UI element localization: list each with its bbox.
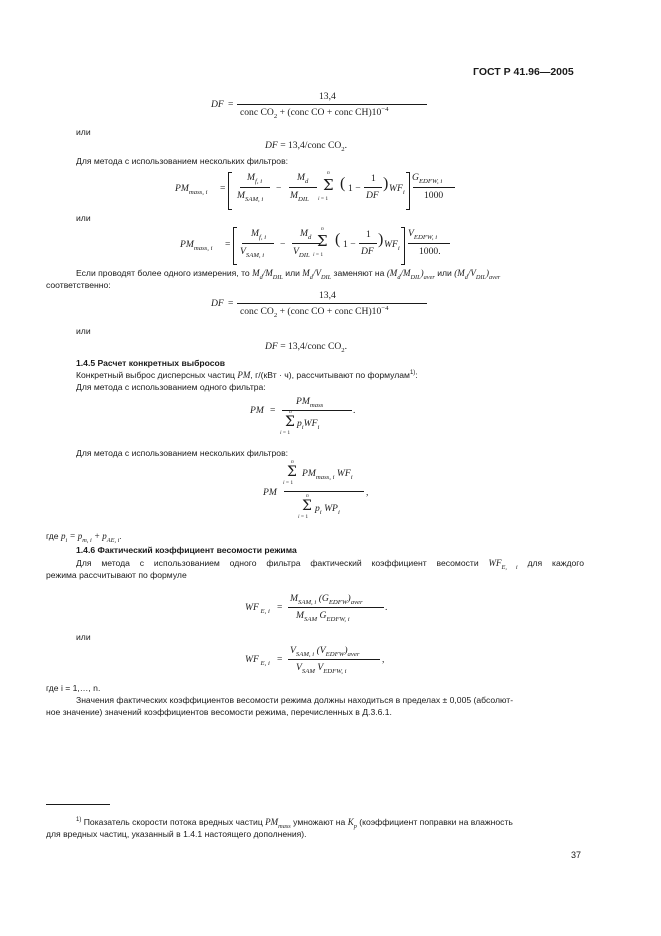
respectively-text: соответственно: (46, 280, 111, 290)
or-text-3: или (76, 326, 91, 336)
closing-paragraph-line2: ное значение) значений коэффициентов весомости режима, перечисленных в Д.3.6.1. (46, 707, 392, 717)
footnote-line2: для вредных частиц, указанный в 1.4.1 настоящего дополнения). (46, 829, 307, 839)
multi-filter-text-2: Для метода с использованием нескольких фильтров: (76, 448, 289, 458)
or-text-4: или (76, 632, 91, 642)
section-1-4-5-heading: 1.4.5 Расчет конкретных выбросов (76, 358, 226, 368)
or-text-1: или (76, 127, 91, 137)
equation-df-alt-1: DF = 13,4/conc $CO_2$. (265, 140, 348, 153)
footnote-line1: $^{1)}$ Показатель скорости потока вредных частиц $PM_{mass}$ умножают на $K_p$ (коэффициент поправки на влажность (76, 817, 513, 830)
one-filter-text: Для метода с использованием одного фильтра: (76, 382, 266, 392)
or-text-2: или (76, 213, 91, 223)
page-number: 37 (571, 850, 582, 860)
wf-paragraph-line2: режима рассчитывают по формуле (46, 570, 187, 580)
wf-paragraph-line1: Для метода с использованием одного фильтра фактический коэффициент весомости $WF_{E, i}$ для каждого (76, 558, 584, 571)
specific-emission-text: Конкретный выброс дисперсных частиц PM, г/(кВт · ч), рассчитывают по формулам$^{1)}$: (76, 370, 418, 380)
document-code: ГОСТ Р 41.96—2005 (473, 66, 574, 78)
equation-df-alt-2: DF = 13,4/conc $CO_2$. (265, 341, 348, 354)
closing-paragraph-line1: Значения фактических коэффициентов весомости режима должны находиться в пределах ± 0,005 (абсолют- (76, 695, 514, 705)
document-page: ГОСТ Р 41.96—2005 DF = 13,4 conc $CO_2$ + (conc CO + conc $CH)10^{-4}$ или DF = 13,4/conc $CO_2$. Для метода с использованием нескольких фильтров: $PM_{mass, i}$ = $M_{f, i}$ $M_{SAM, i}$ − $M_d$ $M_{DIL}$ n Σ i = 1 ( 1 − 1 DF ) $WF_i$ $G_{EDFW, i}$ 1000 или $PM_{mass, i}$ = $M_{f, i}$ $V_{SAM, i}$ − $M_d$ $V_{DIL}$ n Σ i = 1 ( 1 − 1 DF ) $WF_i$ $V_{EDFW, i}$ 1000. Если проводят более одного измерения, то $M_d/M_{DIL}$ или $M_d/V_{DIL}$ заменяют на $(M_d/M_{DIL})_{aver}$ или $(M_d/V_{DIL})_{aver}$ соответственно: DF = 13,4 conc $CO_2$ + (conc CO + conc $CH)10^{-4}$ или DF = 13,4/conc $CO_2$. 1.4.5 Расчет конкретных выбросов Конкретный выброс дисперсных частиц PM, г/(кВт · ч), рассчитывают по формулам$^{1)}$: Для метода с использованием одного фильтра: PM = $PM_{mass}$ . n Σ i = 1 $p_iWF_i$ Для метода с использованием нескольких фильтров: n Σ i = 1 $PM_{mass, i}$ $WF_i$ PM , n Σ i = 1 $p_i$ $WP_i$ где $p_i = p_{m, i} + p_{AE, i}$. 1.4.6 Фактический коэффициент весомости режима Для метода с использованием одного фильтра фактический коэффициент весомости $WF_{E, i}$ для каждого режима рассчитывают по формуле WF $_{E, i}$ = $M_{SAM, i}$ $(G_{EDFW})_{aver}$ . $M_{SAM}$ $G_{EDFW, i}$ или WF $_{E, i}$ = $V_{SAM, i}$ $(V_{EDFW})_{aver}$ , $V_{SAM}$ $V_{EDFW, i}$ где i = 1,…, n. Значения фактических коэффициентов весомости режима должны находиться в пределах ± 0,005 (абсолют- ное значение) значений коэффициентов весомости режима, перечисленных в Д.3.6.1. $^{1)}$ Показатель скорости потока вредных частиц $PM_{mass}$ умножают на $K_p$ (коэффициент поправки на влажность для вредных частиц, указанный в 1.4.1 настоящего дополнения). 37 (46, 66, 584, 860)
if-more-measurements: Если проводят более одного измерения, то $M_d/M_{DIL}$ или $M_d/V_{DIL}$ заменяют на $(M_d/M_{DIL})_{aver}$ или $(M_d/V_{DIL})_{aver}$ (76, 268, 501, 281)
footnote-divider (46, 804, 110, 805)
eq-numerator: 13,4 (319, 91, 336, 102)
where-i-text: где i = 1,…, n. (46, 683, 101, 693)
section-1-4-6-heading: 1.4.6 Фактический коэффициент весомости режима (76, 545, 297, 555)
multi-filter-text-1: Для метода с использованием нескольких фильтров: (76, 156, 289, 166)
where-p-text: где $p_i = p_{m, i} + p_{AE, i}$. (46, 531, 122, 544)
